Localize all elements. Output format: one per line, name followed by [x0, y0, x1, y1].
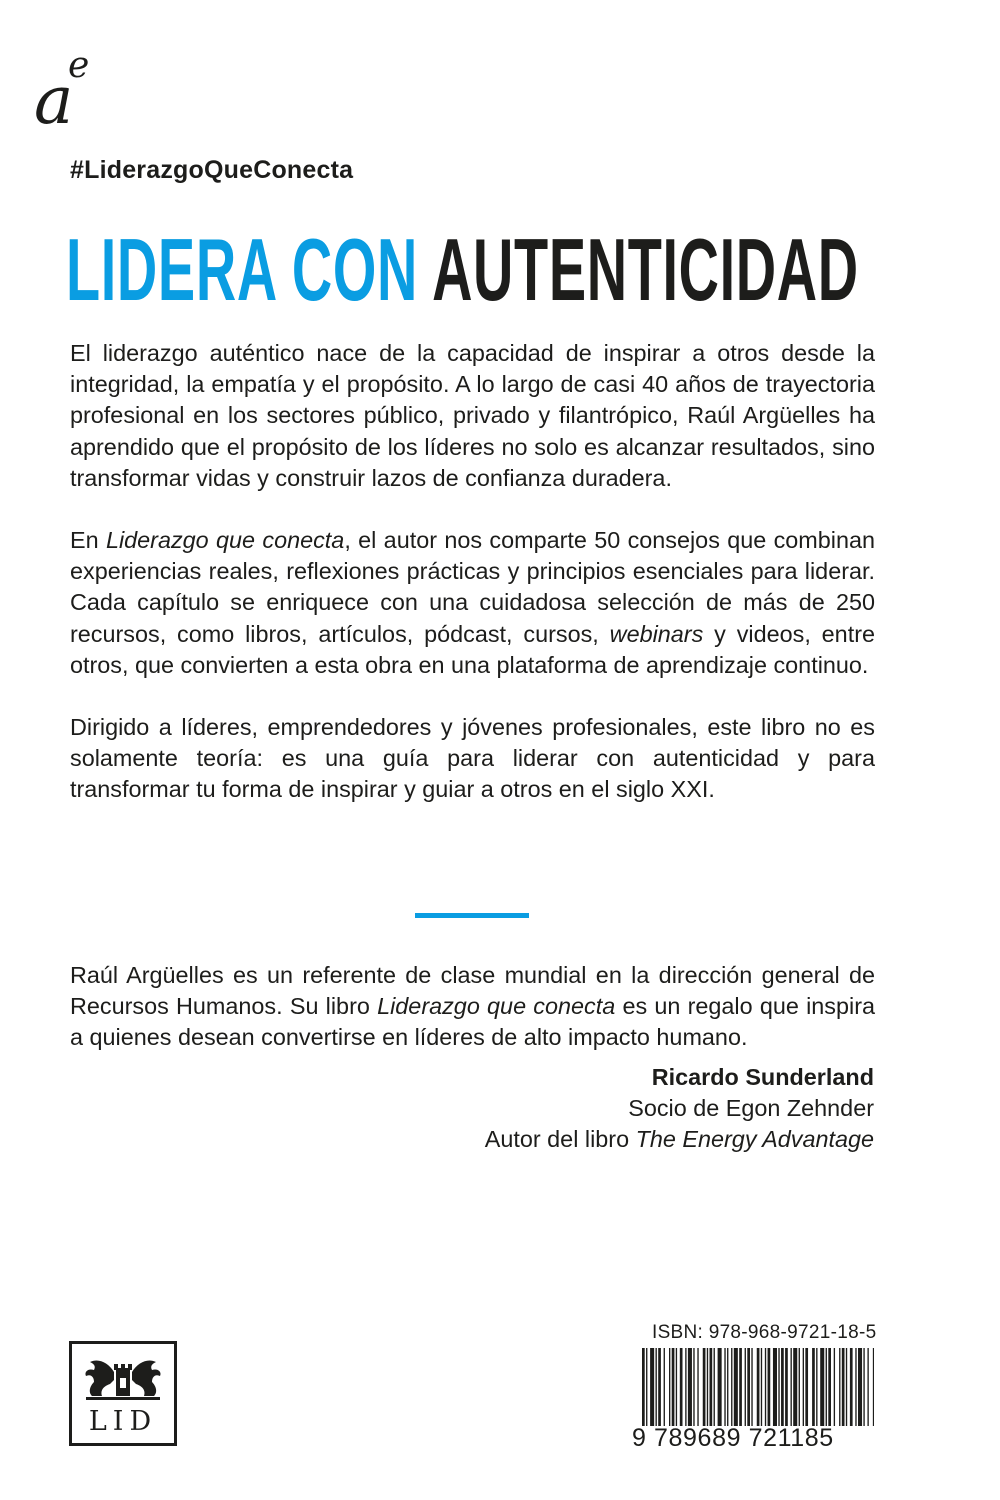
attribution-book-prefix: Autor del libro	[484, 1126, 636, 1153]
griffins-icon	[80, 1354, 166, 1404]
barcode-bar	[727, 1348, 728, 1426]
barcode-bar	[745, 1348, 746, 1426]
quote-book-title: Liderazgo que conecta	[377, 993, 616, 1020]
barcode-bar	[846, 1348, 847, 1426]
publisher-logo	[34, 45, 94, 139]
barcode-bar	[669, 1348, 670, 1426]
barcode-bar	[757, 1348, 760, 1426]
barcode-bar	[842, 1348, 845, 1426]
attribution-book-title: The Energy Advantage	[635, 1126, 874, 1153]
barcode-bar	[812, 1348, 815, 1426]
barcode-bar	[867, 1348, 868, 1426]
barcode-digits: 9 789689 721185	[632, 1424, 834, 1452]
quote-text-b: es un regalo que inspira a quienes desean convertirse en líderes de alto impacto humano.	[70, 993, 875, 1051]
barcode-bar	[747, 1348, 750, 1426]
p2-text-c: y videos, entre otros, que convierten a esta obra en una plataforma de aprendizaje continuo.	[70, 620, 875, 678]
barcode-bar	[751, 1348, 752, 1426]
barcode-bar	[785, 1348, 788, 1426]
attribution-book	[485, 1124, 874, 1155]
paragraph-2	[70, 525, 875, 681]
barcode-bar	[642, 1348, 645, 1426]
isbn-label: ISBN: 978-968-9721-18-5	[652, 1322, 877, 1343]
barcode-bar	[761, 1348, 762, 1426]
barcode-bar	[714, 1348, 715, 1426]
attribution-role: Socio de Egon Zehnder	[628, 1095, 874, 1122]
title-part1: LIDERA CON	[66, 220, 418, 319]
barcode-bar	[646, 1348, 647, 1426]
barcode-bar	[791, 1348, 792, 1426]
barcode-bar	[672, 1348, 675, 1426]
barcode-bar	[793, 1348, 797, 1426]
barcode-bar	[734, 1348, 738, 1426]
barcode-bar	[731, 1348, 732, 1426]
barcode-bar	[656, 1348, 657, 1426]
barcode-bar	[873, 1348, 874, 1426]
barcode-bar	[858, 1348, 862, 1426]
p2-text-a: En	[70, 527, 106, 554]
logo-letter: a	[34, 62, 74, 139]
barcode-bar	[820, 1348, 824, 1426]
endorsement-quote	[70, 960, 875, 1054]
barcode-bar	[863, 1348, 864, 1426]
divider	[415, 913, 529, 918]
barcode-bar	[739, 1348, 742, 1426]
barcode-bar	[834, 1348, 835, 1426]
barcode-bar	[688, 1348, 692, 1426]
barcode-bar	[816, 1348, 817, 1426]
barcode-bar	[707, 1348, 708, 1426]
p2-webinars: webinars	[609, 620, 704, 647]
barcode-bar	[718, 1348, 722, 1426]
barcode-bar	[828, 1348, 831, 1426]
barcode-bar	[778, 1348, 779, 1426]
logo-superscript: e	[68, 45, 90, 86]
barcode-bar	[781, 1348, 784, 1426]
description	[70, 338, 875, 837]
barcode-bar	[710, 1348, 713, 1426]
p2-book-title: Liderazgo que conecta	[105, 527, 345, 554]
paragraph-3: Dirigido a líderes, emprendedores y jóvenes profesionales, este libro no es solamente teoría: es una guía para liderar con autenticidad y para transformar tu forma de inspirar y guiar a otros en el siglo XXI.	[70, 714, 875, 803]
paragraph-1: El liderazgo auténtico nace de la capacidad de inspirar a otros desde la integridad, la empatía y el propósito. A lo largo de casi 40 años de trayectoria profesional en los sectores público, privado y filantrópico, Raúl Argüelles ha aprendido que el propósito de los líderes no solo es alcanzar resultados, sino transformar vidas y construir lazos de confianza duradera.	[70, 340, 875, 491]
barcode-bar	[658, 1348, 661, 1426]
barcode-bar	[676, 1348, 677, 1426]
hashtag: #LiderazgoQueConecta	[70, 156, 354, 184]
barcode-bar	[839, 1348, 840, 1426]
barcode	[642, 1348, 874, 1426]
lid-publisher-logo	[69, 1341, 177, 1446]
barcode-bar	[773, 1348, 777, 1426]
barcode-bar	[855, 1348, 856, 1426]
barcode-bar	[805, 1348, 808, 1426]
p2-text-b: , el autor nos comparte 50 consejos que combinan experiencias reales, reflexiones prácticas y principios esenciales para liderar. Cada capítulo se enriquece con una cuidadosa selección de más de 250 recursos, como libros, artículos, pódcast, cursos,	[70, 527, 875, 647]
attribution	[485, 1062, 874, 1156]
barcode-bar	[850, 1348, 853, 1426]
lid-text: LID	[88, 1406, 158, 1437]
book-title	[66, 220, 859, 319]
barcode-bar	[768, 1348, 771, 1426]
attribution-name: Ricardo Sunderland	[651, 1064, 874, 1090]
barcode-bar	[765, 1348, 766, 1426]
barcode-bar	[680, 1348, 683, 1426]
quote-text-a: Raúl Argüelles es un referente de clase mundial en la dirección general de Recursos Humanos. Su libro	[70, 962, 875, 1020]
barcode-bar	[650, 1348, 654, 1426]
barcode-bar	[799, 1348, 800, 1426]
barcode-bar	[826, 1348, 827, 1426]
barcode-bar	[697, 1348, 698, 1426]
barcode-bar	[664, 1348, 665, 1426]
barcode-bar	[703, 1348, 706, 1426]
barcode-bar	[724, 1348, 725, 1426]
barcode-bar	[685, 1348, 686, 1426]
barcode-bar	[803, 1348, 804, 1426]
title-part2: AUTENTICIDAD	[432, 220, 859, 319]
barcode-bar	[693, 1348, 694, 1426]
